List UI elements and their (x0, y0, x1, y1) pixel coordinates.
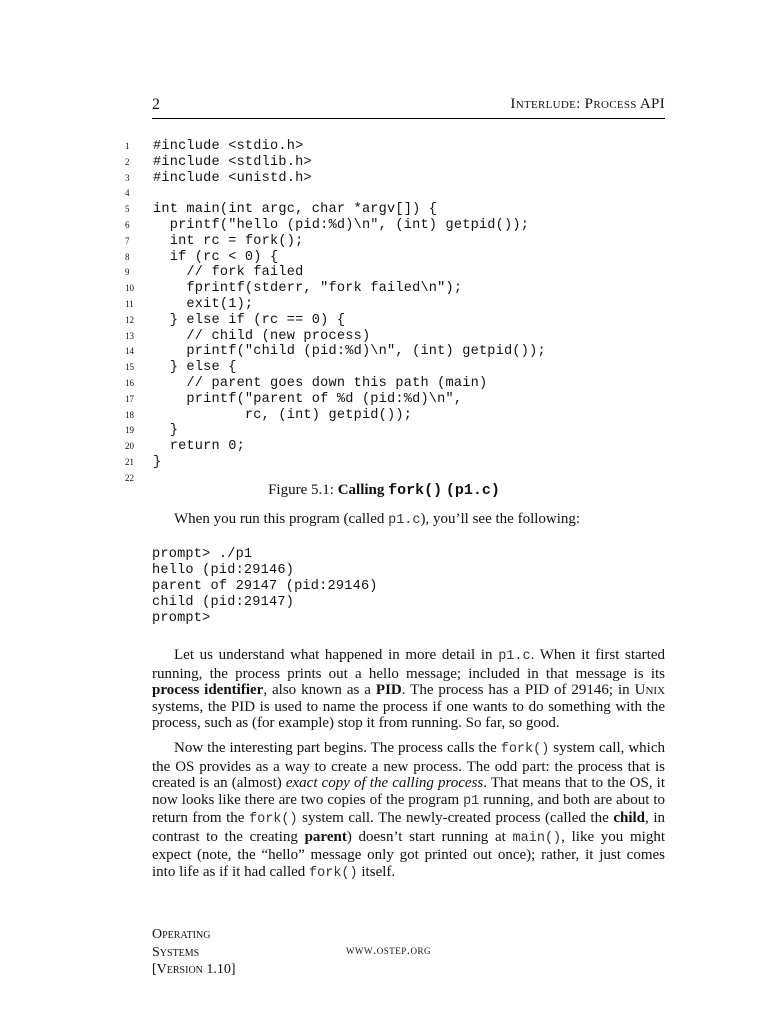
line-number: 6 (125, 219, 130, 230)
line-number: 20 (125, 441, 134, 452)
footer-book-title (152, 926, 236, 979)
line-number: 18 (125, 409, 134, 420)
code-text: printf("parent of %d (pid:%d)\n", (153, 391, 463, 407)
code-text: #include <stdio.h> (153, 139, 304, 154)
code-text: rc, (int) getpid()); (153, 407, 413, 423)
text: . The process has a PID of 29146; in (401, 682, 635, 698)
line-number: 3 (125, 172, 130, 183)
output-line: child (pid:29147) (152, 595, 295, 610)
text: itself. (357, 863, 396, 880)
line-number: 2 (125, 156, 130, 167)
terminal-output (152, 547, 378, 627)
bold-term: PID (375, 682, 402, 698)
line-number: 16 (125, 377, 134, 388)
footer-url[interactable]: www.ostep.org (346, 942, 431, 957)
line-number: 14 (125, 346, 134, 357)
text: systems, the PID is used to name the process if one wants to do something with the process, such as (for example) stop it from running. So far, so good. (152, 698, 665, 731)
small-caps-term: Unix (634, 682, 666, 698)
text: Let us understand what happened in more detail in (174, 647, 499, 663)
inline-code: fork() (249, 812, 298, 827)
paragraph-pid (152, 647, 665, 732)
caption-bold: Calling (337, 482, 389, 498)
caption-code-file: (p1.c) (445, 482, 500, 499)
inline-code: p1.c (498, 649, 531, 664)
line-number: 5 (125, 204, 130, 215)
intro-text-end: ), you’ll see the following: (420, 511, 581, 527)
text: Now the interesting part begins. The process calls the (174, 740, 501, 756)
paragraph-fork (152, 740, 665, 882)
code-text: exit(1); (153, 296, 254, 312)
text: system call, which the OS provides as a way to create a new process. The odd part: the process that is created is an (almost) (152, 740, 665, 791)
line-number: 8 (125, 251, 130, 262)
code-text: printf("child (pid:%d)\n", (int) getpid()); (153, 344, 546, 360)
text: . That means that to the OS, it now looks like there are two copies of the program (152, 775, 665, 808)
line-number: 10 (125, 283, 134, 294)
text: , in contrast to the creating (152, 810, 665, 845)
line-number: 4 (125, 188, 130, 199)
footer-line: Systems (152, 944, 200, 960)
code-text: } (153, 454, 162, 470)
code-text: // parent goes down this path (main) (153, 375, 488, 391)
line-number: 21 (125, 456, 134, 467)
code-text: } else { (153, 360, 237, 376)
line-number: 7 (125, 235, 130, 246)
line-number: 15 (125, 362, 134, 373)
code-text: fprintf(stderr, "fork failed\n"); (153, 281, 463, 297)
line-number: 13 (125, 330, 134, 341)
bold-term: process identifier (152, 682, 264, 698)
output-line: parent of 29147 (pid:29146) (152, 579, 378, 594)
line-number: 12 (125, 314, 134, 325)
italic-term: exact copy of the calling process (285, 775, 484, 791)
code-text: printf("hello (pid:%d)\n", (int) getpid()); (153, 217, 530, 233)
text: . When it first started running, the process prints out a hello message; included in that message is its (152, 647, 666, 682)
line-number: 17 (125, 393, 134, 404)
code-text: #include <stdlib.h> (153, 154, 312, 170)
output-line: hello (pid:29146) (152, 563, 295, 578)
line-number: 11 (125, 298, 134, 309)
figure-caption (0, 482, 768, 499)
bold-term: child (613, 810, 645, 826)
text: system call. The newly-created process (called the (297, 810, 614, 826)
code-text: if (rc < 0) { (153, 249, 279, 265)
text: , also known as a (263, 682, 376, 698)
code-text: #include <unistd.h> (153, 170, 312, 186)
output-line: prompt> (152, 611, 211, 626)
code-text: } (153, 423, 179, 439)
code-text: // child (new process) (153, 328, 371, 344)
bold-term: parent (304, 828, 347, 845)
line-number: 22 (125, 472, 134, 483)
intro-code: p1.c (388, 513, 421, 528)
page-header (152, 96, 665, 119)
code-text: // fork failed (153, 265, 304, 281)
inline-code: fork() (500, 742, 550, 757)
caption-code-fork: fork() (388, 482, 443, 499)
code-text: int rc = fork(); (153, 233, 304, 249)
text: ) doesn’t start running at (346, 828, 513, 845)
inline-code: p1 (463, 793, 480, 809)
line-number: 19 (125, 425, 134, 436)
page-number: 2 (152, 96, 160, 113)
inline-code: main() (512, 830, 562, 846)
code-text: return 0; (153, 439, 245, 455)
caption-prefix: Figure 5.1: (268, 482, 338, 498)
intro-text: When you run this program (called (174, 511, 389, 527)
line-number: 1 (125, 141, 130, 151)
footer-line: Operating (152, 927, 211, 942)
text: , like you might expect (note, the “hello” message only got printed out once); rather, it just comes into life as if it had called (152, 828, 666, 880)
text: running, and both are about to return from the (152, 791, 665, 826)
line-number: 9 (125, 267, 130, 278)
inline-code: fork() (309, 865, 358, 881)
code-text: } else if (rc == 0) { (153, 312, 346, 328)
output-line: prompt> ./p1 (152, 547, 253, 562)
code-text: int main(int argc, char *argv[]) { (153, 202, 438, 218)
running-head: Interlude: Process API (510, 96, 665, 112)
intro-paragraph (152, 511, 665, 530)
footer-version: [Version 1.10] (152, 962, 236, 977)
